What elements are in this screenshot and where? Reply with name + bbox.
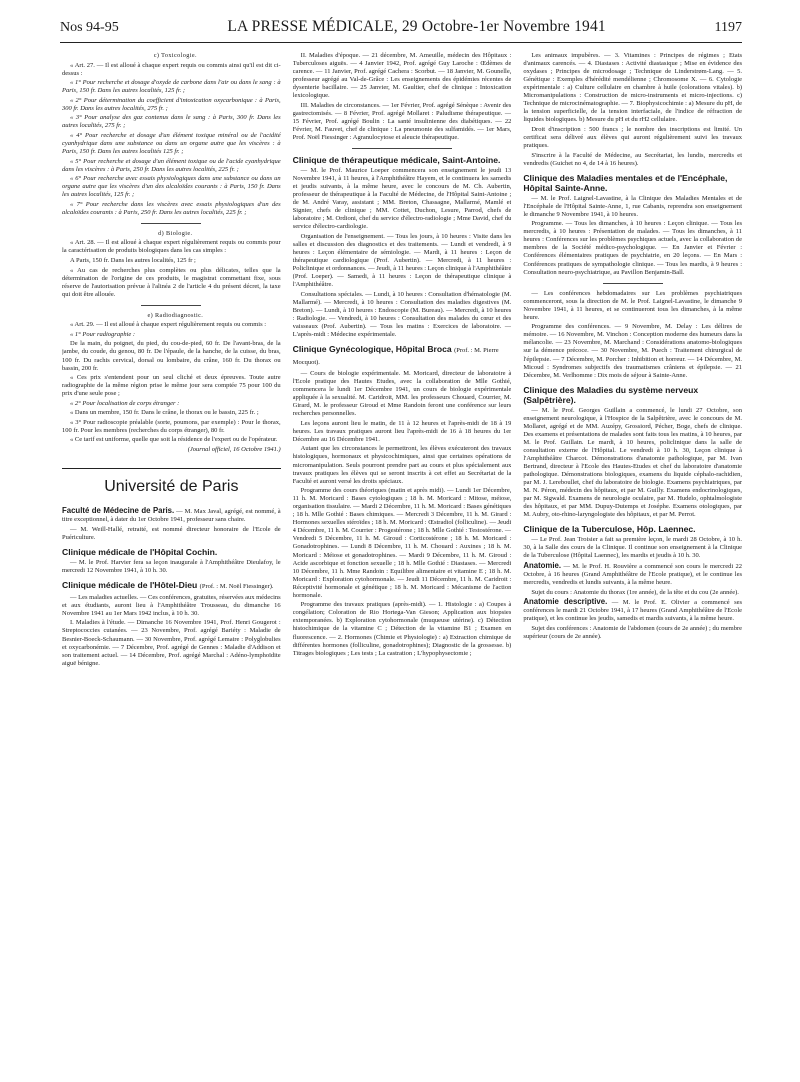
anatomie-heading: Anatomie. [523, 560, 562, 570]
biology-subhead: d) Biologie. [158, 229, 193, 237]
paragraph: « 3° Pour radioscopie préalable (sorte, poumons, par exemple) : Pour le thorax, 100 fr. Pour les membres (recherches du corps étranger), 80 fr. [62, 418, 281, 434]
paragraph: « 7° Pour recherche dans les viscères avec essais physiologiques d'un des alcaloïdes courants : à Paris, 250 fr. Dans les autres localités, 225 fr. ; [62, 200, 281, 216]
text-columns [62, 52, 742, 1072]
paragraph: — Le Prof. Jean Troisier a fait sa première leçon, le mardi 28 Octobre, à 10 h. 30, à la Salle des cours de la Clinique. Il continue son enseignement à la Clinique de la Tuberculose (Hôpital Laennec), les mardis et jeudis à 10 h. 30. [523, 536, 742, 560]
separator [141, 305, 201, 306]
faculty-heading: Faculté de Médecine de Paris. [62, 506, 175, 516]
paragraph: — M. le Prof. Laignel-Lavastine, à la Clinique des Maladies Mentales et de l'Encéphale de l'Hôpital Sainte-Anne, 1, rue Cabanis, reprendra son enseignement le dimanche 9 Novembre 1941, à 10 heures. [523, 194, 742, 218]
cochin-heading: Clinique médicale de l'Hôpital Cochin. [62, 546, 218, 557]
paragraph: Programme. — Tous les dimanches, à 10 heures : Leçon clinique. — Tous les mercredis, à 10 heures : Présentation de malades. — Tous les dimanches, à 11 heures : Conférences sur les problèmes psychiques actuels, avec la collaboration de membres de la Société médico-psychologique. — En Janvier et Février : Conférences élémentaires pratiques de psychiatrie, en 20 leçons. — En Mars : Conférences pratiques de sympathologie clinique. — Tous les mardis, à 9 heures : Consultation neuro-psychiatrique, au Pavillon Benjamin-Ball. [523, 220, 742, 276]
paragraph: « Art. 27. — Il est alloué à chaque expert requis ou commis ainsi qu'il est dit ci-dessus : [62, 61, 281, 77]
hotel-dieu-heading: Clinique médicale de l'Hôtel-Dieu (Prof. : M. Noël Fiessinger). [62, 579, 274, 590]
paragraph: Droit d'inscription : 500 francs ; le nombre des inscriptions est limité. Un certificat sera délivré aux élèves qui auront régulièrement suivi les travaux pratiques. [523, 125, 742, 150]
laennec-heading: Clinique de la Tuberculose, Hôp. Laennec. [523, 524, 696, 535]
toxicology-subhead: c) Toxicologie. [153, 52, 197, 59]
paragraph: « 2° Pour détermination du coefficient d'intoxication oxycarbonique : à Paris, 300 fr. Dans les autres localités, 275 fr. ; [62, 96, 281, 112]
paragraph: Consultations spéciales. — Lundi, à 10 heures : Consultation d'hématologie (M. Mallarmé). — Mercredi, à 10 heures : Consultation des maladies digestives (M. Breton). — Lundi, à 10 heures : Endoscopie (M. Bureau). — Mercredi, à 10 heures : Radiologie. — Vendredi, à 10 heures : Consultation des malades du cœur et des vaisseaux (Prof. Aubertin). — Tous les matins : Exercices de laboratoire. — L'après-midi : Médecine expérimentale. [292, 290, 512, 338]
page-header [60, 18, 742, 40]
separator [603, 283, 663, 284]
paragraph: — M. le Prof. Maurice Loeper commencera son enseignement le jeudi 13 Novembre 1941, à 11 heures, à l'Amphithéâtre Hayem, et le continuera les samedis et jeudis suivants, à la même heure, avec le concours de M. Ch. Aubertin, professeur de thérapeutique à la Faculté de Médecine, de l'Hôpital Saint-Antoine ; de M. André Varay, assistant ; MM. Breton, Chassagne, Mallarmé, Mamlé et Signier, chefs de clinique ; MM. Cottet, Duchon, Lesure, Parrod, chefs de laboratoire ; M. Ordioni, chef du service d'électro-radiologie ; Mme David, chef du service d'électro-cardiologie. [292, 167, 512, 231]
paragraph: A Paris, 150 fr. Dans les autres localités, 125 fr ; [70, 257, 196, 265]
paragraph: « 5° Pour recherche et dosage d'un élément toxique ou de l'acide cyanhydrique dans les viscères : à Paris, 250 fr. Dans les autres localités, 225 fr. ; [62, 157, 281, 173]
paragraph: « Au cas de recherches plus complètes ou plus délicates, telles que la détermination de l'origine de ces produits, le magistrat commettant fixe, sous réserve de l'autorisation prévue à l'alinéa 2 de l'article 4 du présent décret, la taxe qui doit être allouée. [62, 266, 281, 298]
paragraph: « 4° Pour recherche et dosage d'un élément toxique minéral ou de l'acidité cyanhydrique dans une substance ou dans un organe autre que les viscères : à Paris, 150 fr. Dans les autres localités 125 fr. ; [62, 131, 281, 156]
paragraph: II. Maladies d'époque. — 21 décembre, M. Ameuille, médecin des Hôpitaux : Tuberculoses aiguës. — 4 Janvier 1942, Prof. agrégé Guy Laroche : Œdèmes de carence. — 11 Janvier, Prof. agrégé Cachera : Scorbut. — 18 Janvier, M. Gounelle, professeur agrégé au Val-de-Grâce : Les enseignements des épidémies récentes de dysenterie bacillaire. — 25 Janvier, M. Gaultier, chef de clinique : Intoxication lexicologique. [292, 52, 512, 100]
faculty-text: — M. Max Javal, agrégé, est nommé, à titre exceptionnel, à dater du 1er Octobre 1941, professeur sans chaire. [62, 508, 281, 524]
paragraph: « 1° Pour radiographie : [70, 330, 136, 338]
paragraph: Organisation de l'enseignement. — Tous les jours, à 10 heures : Visite dans les salles et discussion des diagnostics et des traitements. — Lundi et vendredi, à 9 heures : Leçon élémentaire de sémiologie. — Mardi, à 11 heures : Leçon de thérapeutique cardiologique (Prof. Aubertin). — Mercredi, à 11 heures : Policlinique et ordonnances. — Jeudi, à 11 heures : Leçon clinique à l'Amphithéâtre (Prof. Loeper). — Samedi, à 11 heures : Leçon de thérapeutique clinique à l'Amphithéâtre. [292, 232, 512, 289]
page-number: 1197 [714, 20, 742, 35]
university-title: Université de Paris [62, 468, 281, 497]
broca-heading: Clinique Gynécologique, Hôpital Broca (Prof. : M. Pierre Mocquot). [292, 344, 499, 366]
saint-antoine-heading: Clinique de thérapeutique médicale, Saint-Antoine. [292, 155, 501, 166]
paragraph: De la main, du poignet, du pied, du cou-de-pied, 60 fr. De l'avant-bras, de la jambe, du coude, du genou, 80 fr. De l'épaule, de la hanche, de la cuisse, du bras, 100 fr. Du rachis cervical, dorsal ou lombaire, du crâne, 160 fr. Du thorax ou bassin, 200 fr. [62, 340, 281, 372]
anatomie-descriptive-text: — M. le Prof. E. Olivier a commencé ses conférences le mardi 21 Octobre 1941, à 17 heures (Grand Amphithéâtre de l'Ecole pratique), et les continue les jeudis, samedis et mardis suivants, à la même heure. [523, 599, 742, 623]
salpetriere-heading: Clinique des Maladies du système nerveux (Salpêtrière). [523, 384, 699, 405]
column-1 [62, 52, 281, 1072]
paragraph: — Cours de biologie expérimentale. M. Moricard, directeur de laboratoire à l'Ecole pratique des Hautes Etudes, avec la collaboration de Mlle Gothié, commencera le lundi 1er Décembre 1941, un cours de biologie expérimentale appliquée à la sexualité. M. Caridroit, MM. les professeurs Chouard, Courrier, M. Girard, M. le professeur Giroud et Mme Randoin feront une conférence sur leurs recherches personnelles. [292, 370, 512, 418]
paragraph: — M. Weill-Hallé, retraité, est nommé directeur honoraire de l'Ecole de Puériculture. [62, 525, 281, 541]
paragraph: « 1° Pour recherche et dosage d'oxyde de carbone dans l'air ou dans le sang : à Paris, 150 fr. Dans les autres localités, 125 fr. ; [62, 79, 281, 95]
paragraph: « Ces prix s'entendent pour un seul cliché et deux épreuves. Toute autre radiographie de la même région prise le même jour sera comptée 75 pour 100 du prix d'une seule pose ; [62, 374, 281, 398]
paragraph: « Dans un membre, 150 fr. Dans le crâne, le thorax ou le bassin, 225 fr. ; [70, 409, 259, 417]
column-2 [293, 52, 512, 1072]
paragraph: Programme des cours théoriques (matin et après midi). — Lundi 1er Décembre, 11 h. M. Moricard : Bases cytologiques ; 18 h. M. Moricard : Mitose, méiose, organisation tissulaire. — Mardi 2 Décembre, 11 h. M. Moricard : Bases génétiques ; 18 h. Mlle Gothié : Bases chimiques. — Mercredi 3 Décembre, 11 h. M. Girard : Hormones sexuelles stéroïdes ; 18 h. M. Moricard : Œstradiol (folliculine). — Jeudi 4 Décembre, 11 h. M. Courrier : Progestérone ; 18 h. Mlle Gothié : Testostérone. — Vendredi 5 Décembre, 11 h. M. Giroud : Corticostérone ; 18 h. M. Moricard : Gonadotrophines. — Lundi 8 Décembre, 11 h. M. Chouard : Auxines ; 18 h. M. Moricard : Méiose et gonadotrophines. — Mardi 9 Décembre, 11 h. M. Giroud : Acide ascorbique et fonction sexuelle ; 18 h. Mlle Gothié : Diastases. — Mercredi 10 Décembre, 11 h. Mme Randoin : Equilibre alimentaire et vitamine E ; 18 h. M. Moricard : Exploration cytohormonale. — Jeudi 11 Décembre, 11 h. M. Caridroit : Réceptivité hormonale et génétique ; 18 h. M. Moricard : Mécanisme de l'action hormonale. [292, 487, 512, 599]
paragraph: Autant que les circonstances le permettront, les élèves exécuteront des travaux histologiques, hormonaux et physicochimiques, ainsi que certaines opérations de micromanipulation. Seuls pourront prendre part au cours et plus spécialement aux travaux pratiques les élèves qui se seront inscrits à cet effet au Secrétariat de la Faculté et auront versé les droits spéciaux. [292, 445, 512, 485]
paragraph: — Les conférences hebdomadaires sur Les problèmes psychiatriques commenceront, sous la direction de M. le Prof. Laignel-Lavastine, le dimanche 9 Novembre 1941, à 11 heures, et se continueront tous les dimanches, à la même heure. [523, 289, 742, 321]
cochin-text: — M. le Prof. Harvier fera sa leçon inaugurale à l'Amphithéâtre Dieulafoy, le mercredi 12 Novembre 1941, à 10 h. 30. [62, 558, 281, 574]
paragraph: Sujet du cours : Anatomie du thorax (1re année), de la tête et du cou (2e année). [531, 588, 739, 596]
hotel-dieu-items: I. Maladies à l'étude. — Dimanche 16 Novembre 1941, Prof. Henri Gougerot : Streptococcies cutanées. — 23 Novembre, Prof. agrégé Bariéty : Maladie de Besnier-Boeck-Schaumann. — 30 Novembre, Prof. agrégé Lemaire : Polyglobulies et oxycarbonémie. — 7 Décembre, Prof. agrégé de Gennes : Maladie d'Addison et son traitement actuel. — 14 Décembre, Prof. agrégé Marchal : Adéno-lymphoïdite aiguë bénigne. [62, 619, 281, 667]
paragraph: — M. le Prof. Georges Guillain a commencé, le lundi 27 Octobre, son enseignement neurologique, à l'Hospice de la Salpêtrière, avec le concours de M. Mollaret, agrégé et de MM. Auzépy, Grossiord, Pécher, Boge, chefs de clinique. Des examens et présentations de malades sont faits tous les matins, à 10 heures, par M. le Prof. Guillain. Le mardi, à 10 heures, policlinique dans la salle de consultation externe de l'Hôpital. Le vendredi à 10 h. 30, Leçon clinique à l'Amphithéâtre Charcot. Démonstrations d'anatomie pathologique, par M. Ivan Bertrand, directeur à l'Ecole des Hautes-Etudes et chef du laboratoire d'anatomie pathologique. Démonstrations biologiques, examens du liquide céphalo-rachidien, par M. J. Lereboullet, chef du laboratoire de biologie. Examens psychiatriques, par M. N. Péron, médecin des hôpitaux, et par M. Guilly. Examens endocrinologiques, par M. Sigwald. Examens de neurologie oculaire, par M. Hudelo, ophtalmologiste des hôpitaux, et par MM. Dupuy-Dutemps et Joséphe. Examens otologiques, par M. Aubry, oto-rhino-laryngologiste des hôpitaux, et par M. Perrot. [523, 406, 742, 519]
paragraph: Sujet des conférences : Anatomie de l'abdomen (cours de 2e année) ; du membre supérieur (cours de 2e année). [523, 624, 742, 640]
paragraph: « Art. 28. — Il est alloué à chaque expert régulièrement requis ou commis pour la caractérisation de produits biologiques dans les cas simples : [62, 239, 281, 255]
paragraph: « 2° Pour localisation de corps étranger : [70, 399, 180, 407]
journal-title: LA PRESSE MÉDICALE, 29 Octobre-1er Novembre 1941 [227, 18, 606, 35]
paragraph: Programme des travaux pratiques (après-midi). — 1. Histologie : a) Coupes à congélation; Coloration de Rio Hortega-Van Gieson; Application aux biopsies extemporanées. b) Exploration cytohormonale (muqueuse utérine). c) Détection histochimique de la vitamine C ; Détection de la vitamine B1 ; Examen en fluorescence. — 2. Hormones (Chimie et Physiologie) : a) Extraction chimique de différentes hormones (folliculine, gonadotrophines); Diagnostic de la grossesse. b) Titrages biologiques ; Les tests ; La castration ; L'hypophysectomie ; [292, 601, 512, 657]
paragraph: Les leçons auront lieu le matin, de 11 à 12 heures et l'après-midi de 18 à 19 heures. Les travaux pratiques auront lieu l'après-midi de 16 à 18 heures du 1er Décembre au 16 Décembre 1941. [292, 419, 512, 443]
paragraph: Les animaux impubères. — 3. Vitamines : Principes de régimes ; Etats d'animaux carencés. — 4. Diastases : Activité diastasique ; Mise en évidence des oxydases ; Principes de microdosage ; Technique de Linderstrøm-Lang. — 5. Génétique : Exemples d'hérédité mendélienne ; Chromosome X. — 6. Cytologie expérimentale : a) Culture cellulaire en chambre à huile (colorations vitales). b) Micromanipulations : Construction de micro-instruments et micro-injections. c) Technique de microcinématographie. — 7. Biophysicochimie : a) Mesure du pH, de la tension superficielle, de la tension interfaciale, de l'indice de réfraction de liquides biologiques. b) Mesure du pH et du rH2 cellulaire. [523, 52, 742, 124]
column-3 [523, 52, 742, 1072]
paragraph: Programme des conférences. — 9 Novembre, M. Delay : Les délires de mémoire. — 16 Novembre, M. Vinchon : Conception moderne des humeurs dans la mélancolie. — 23 Novembre, M. Marchand : Considérations anatomo-biologiques sur la démence précoce. — 30 Novembre, M. Puech : Traitement chirurgical de l'épilepsie. — 7 Décembre, M. Porcher : Inhibition et horreur. — 14 Décembre, M. Micoud : Syndromes subjectifs des traumatismes crâniens et épilepsie. — 21 Décembre, M. Verlhomme : Dix mois de séjour à Sainte-Anne. [523, 323, 742, 379]
anatomie-descriptive-heading: Anatomie descriptive. [523, 597, 608, 607]
hotel-dieu-text: — Les maladies actuelles. — Ces conférences, gratuites, réservées aux médecins et aux étudiants, auront lieu à l'Amphithéâtre Trousseau, du dimanche 16 Novembre 1941 au 1er Mars 1942 inclus, à 10 h. 30. [62, 593, 281, 617]
anatomie-text: — M. le Prof. H. Rouvière a commencé son cours le mercredi 22 Octobre, à 16 heures (Grand Amphithéâtre de l'Ecole pratique), et le continue les mercredis, vendredis et lundis suivants, à la même heure. [523, 562, 742, 587]
header-rule [60, 42, 742, 43]
separator [141, 223, 201, 224]
sainte-anne-heading: Clinique des Maladies mentales et de l'Encéphale, Hôpital Sainte-Anne. [523, 172, 728, 193]
paragraph: III. Maladies de circonstances. — 1er Février, Prof. agrégé Sénèque : Avenir des gastrectomisés. — 8 Février, Prof. agrégé Mollaret : Paludisme thérapeutique. — 15 Février, Prof. agrégé Boulin : La santé insulinienne des diabétiques. — 22 Février, M. Fauvet, chef de clinique : La pneumonie des sulfamidés. — 1er Mars, Prof. Noël Fiessinger : Agranulocytose et aleucie thérapeutique. [292, 101, 512, 141]
separator [352, 148, 452, 149]
paragraph: S'inscrire à la Faculté de Médecine, au Secrétariat, les lundis, mercredis et vendredis (Guichet no 4, de 14 à 16 heures). [523, 151, 742, 167]
paragraph: « Ce tarif est uniforme, quelle que soit la résidence de l'expert ou de l'opérateur. [70, 436, 278, 444]
issue-number: Nos 94-95 [60, 20, 119, 35]
paragraph: « 3° Pour analyse des gaz contenus dans le sang : à Paris, 300 fr. Dans les autres localités, 275 fr. ; [62, 114, 281, 130]
paragraph: « Art. 29. — Il est alloué à chaque expert régulièrement requis ou commis : [70, 321, 267, 329]
paragraph: « 6° Pour recherche avec essais physiologiques dans une substance ou dans un organe autre que les viscères d'un des alcaloïdes courants : à Paris, 150 fr. Dans les autres localités, 125 fr. ; [62, 175, 281, 199]
journal-citation: (Journal officiel, 16 Octobre 1941.) [187, 445, 281, 453]
radio-subhead: e) Radiodiagnostic. [147, 311, 204, 319]
